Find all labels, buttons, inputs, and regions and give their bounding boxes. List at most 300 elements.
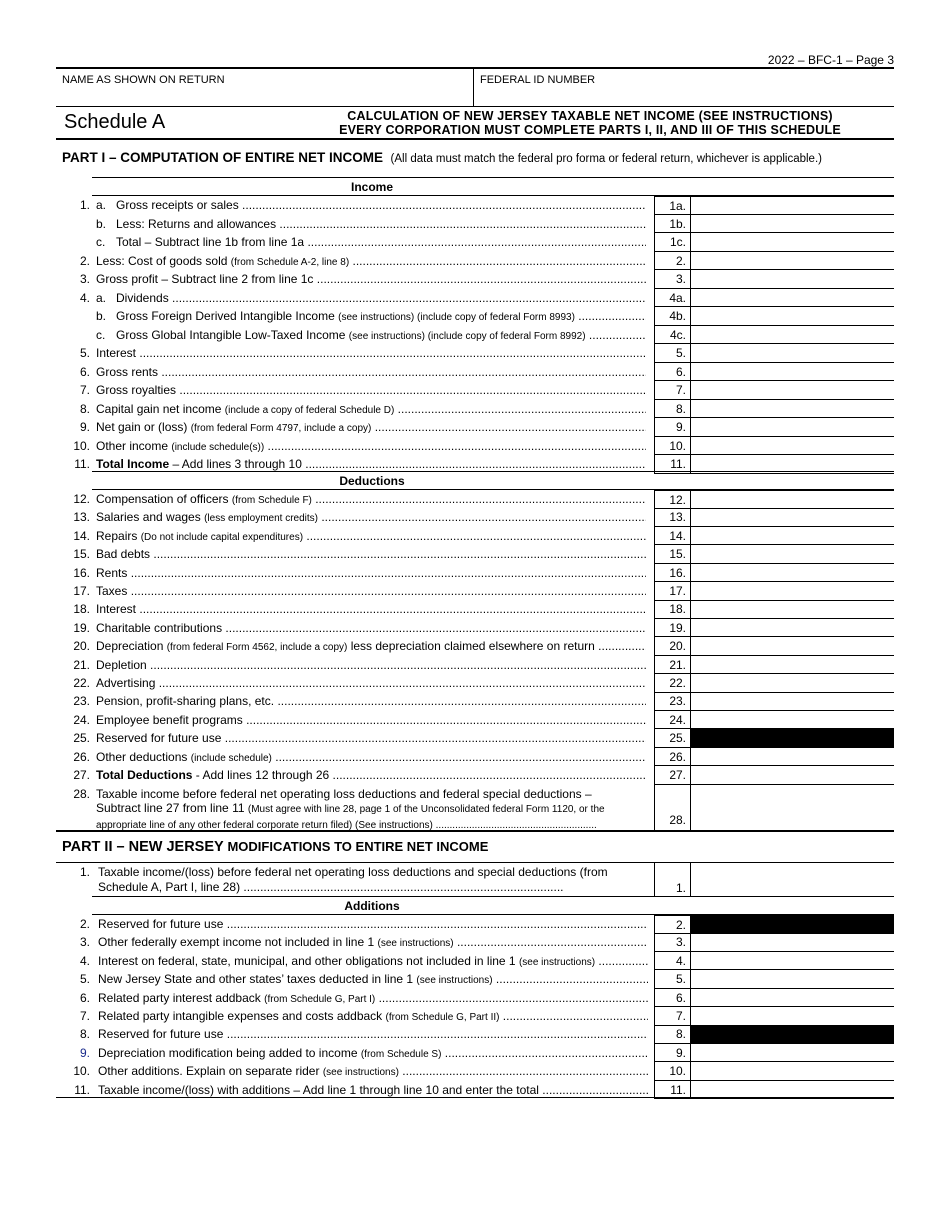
line-row [56,307,894,326]
line-box-label: 8. [654,400,691,419]
line-description [96,731,646,745]
line-text-tail: less depreciation claimed elsewhere on return [347,639,595,654]
part2-heading-b: MODIFICATIONS TO ENTIRE NET INCOME [227,839,489,854]
line-note: (from Schedule F) [231,495,312,506]
line-text: Salaries and wages [96,510,201,525]
page-number: 2022 – BFC-1 – Page 3 [767,53,894,67]
line-description [96,676,646,690]
line-number: 6. [79,990,90,1005]
line-description: Taxable income/(loss) before federal net operating loss deductions and special deductions (from Schedule A, Part I, line 28) ................................................................................................ [98,865,648,895]
line-amount-input[interactable] [691,289,894,308]
line-text: New Jersey State and other states’ taxes deducted in line 1 [98,972,414,987]
line-row [56,437,894,456]
line-row [56,600,894,619]
line-description [96,235,646,249]
sub-letter: c. [96,235,106,249]
line-row [56,729,894,748]
line-row [56,363,894,382]
line-row [56,915,894,934]
line-note: (from federal Form 4797, include a copy) [190,423,372,434]
line-text: Taxes [96,584,128,598]
line-box-label: 2. [654,915,691,934]
line-row [56,692,894,711]
line-text-continued: – Add lines 3 through 10 [169,457,302,471]
part2-title [62,839,488,855]
line-box-label: 9. [654,418,691,437]
line-text: Net gain or (loss) [96,420,188,434]
line-amount-input[interactable] [691,674,894,693]
line-amount-input[interactable] [691,711,894,730]
line-number: 10. [73,1064,90,1079]
line-amount-input[interactable] [691,637,894,656]
line-box-label: 3. [654,933,691,952]
line-amount-input[interactable] [691,989,894,1008]
line-description [98,1009,648,1023]
additions-head-label: Additions [344,899,400,913]
sub-letter: a. [96,198,107,212]
line-28-row [56,785,894,831]
line-box-label: 1b. [654,215,691,234]
line-amount-input[interactable] [691,233,894,252]
line-row [56,527,894,546]
line-box-label: 27. [654,766,691,785]
part2-heading-a: PART II – NEW JERSEY [62,839,224,855]
line-row [56,381,894,400]
line-28-text-1: Taxable income before federal net operating loss deductions and federal special deductions – [96,787,592,801]
line-text: Other income [96,438,169,453]
line-amount-input[interactable] [691,437,894,456]
line-text: Charitable contributions [96,620,223,635]
line-text: Capital gain net income [96,401,222,416]
sub-letter: c. [96,327,106,342]
name-field[interactable] [56,69,474,106]
line-text: Gross rents [96,364,159,379]
line-text: Total Deductions [96,768,193,782]
part1-title [62,150,822,165]
line-amount-input[interactable] [691,582,894,601]
line-box-label: 8. [654,1025,691,1044]
line-box-label: 16. [654,564,691,583]
line-row [56,270,894,289]
income-head-label: Income [350,180,393,194]
line-box-label: 7. [654,1007,691,1026]
line-amount-input[interactable] [691,766,894,785]
line-number: 7. [79,383,90,397]
line-amount-input[interactable] [691,952,894,971]
reserved-shaded-cell [691,729,894,748]
line-row [56,344,894,363]
line-number: 26. [73,749,90,764]
line-note: (from Schedule S) [360,1048,442,1060]
line-text: Depreciation [96,639,164,654]
line-amount-input[interactable] [691,545,894,564]
line-row [56,637,894,656]
line-number: 21. [73,657,90,672]
line-row [56,1044,894,1063]
line-amount-input[interactable] [691,1062,894,1081]
line-row [56,933,894,952]
line-box-label: 1c. [654,233,691,252]
sub-letter: b. [96,309,107,323]
line-text-continued: - Add lines 12 through 26 [192,768,330,782]
line-description [98,1064,648,1078]
line-amount-input[interactable] [691,933,894,952]
line-box-label: 2. [654,252,691,271]
line-amount-input[interactable] [691,363,894,382]
line-amount-input[interactable] [691,344,894,363]
line-amount-input[interactable] [691,564,894,583]
line-number: 15. [73,547,90,562]
line-number: 6. [79,364,90,379]
schedule-header [56,107,894,140]
line-description [96,272,646,286]
line-number: 23. [73,694,90,709]
line-box-label: 28. [654,785,691,831]
line-text: Less: Returns and allowances [116,216,277,231]
line-description [96,750,646,764]
line-number: 2. [79,253,90,268]
line-number: 11. [74,457,90,471]
schedule-subtitle [286,109,894,137]
line-description [98,991,648,1005]
line-text: Bad debts [96,547,151,562]
line-text: Depletion [96,657,147,672]
line-28-note: (Must agree with line 28, page 1 of the Unconsolidated federal Form 1120, or the [247,804,605,815]
line-number: 10. [73,438,90,453]
line-amount-input[interactable] [691,619,894,638]
line-note: (see instructions) [322,1067,399,1079]
part2-line-1-text-1: Taxable income/(loss) before federal net operating loss deductions and special deductions (from [98,865,608,879]
deductions-head-label: Deductions [339,474,405,488]
line-box-label: 7. [654,381,691,400]
line-row [56,289,894,308]
line-description [96,254,646,268]
fein-field[interactable] [474,69,601,106]
line-box-label: 12. [654,490,691,509]
line-number: 5. [79,346,90,360]
line-number: 14. [73,528,90,543]
line-note: (from Schedule G, Part I) [264,993,376,1005]
line-number: 28. [73,787,90,801]
line-text: Reserved for future use [98,1027,224,1042]
line-description [96,402,646,416]
line-row [56,400,894,419]
bottom-rule [56,1097,894,1098]
line-box-label: 14. [654,527,691,546]
line-box-label: 22. [654,674,691,693]
line-amount-input[interactable] [691,418,894,437]
line-box-label: 4c. [654,326,691,345]
line-note: (Do not include capital expenditures) [140,531,304,543]
line-box-label: 24. [654,711,691,730]
line-text: Total Income [96,457,170,471]
line-row [56,233,894,252]
line-description [96,291,646,305]
line-number: 24. [73,712,90,727]
line-text: Gross royalties [96,383,177,397]
line-row [56,656,894,675]
taxpayer-id-bar [56,67,894,107]
line-row [56,1007,894,1026]
line-row [56,674,894,693]
line-number: 8. [79,401,90,416]
line-description [96,713,646,727]
line-description [96,658,646,672]
line-description [98,917,648,931]
line-row [56,564,894,583]
line-row [56,545,894,564]
line-text: Interest [96,346,137,360]
line-amount-input[interactable] [691,381,894,400]
income-section-head [92,177,894,196]
line-text: Total – Subtract line 1b from line 1a [116,235,305,249]
line-number: 7. [79,1009,90,1023]
line-description [98,1046,648,1060]
line-text: Interest on federal, state, municipal, and other obligations not included in line 1 [98,953,516,968]
line-box-label: 26. [654,748,691,767]
line-note: (from Schedule G, Part II) [385,1012,500,1023]
line-text: Advertising [96,676,156,690]
line-number: 4. [79,953,90,968]
line-description [96,694,646,708]
line-description [96,584,646,598]
line-box-label: 13. [654,508,691,527]
line-number: 22. [73,676,90,690]
line-box-label: 4. [654,952,691,971]
line-text: Less: Cost of goods sold [96,253,228,268]
line-text: Other additions. Explain on separate rider [98,1064,320,1079]
line-description [98,954,648,968]
line-box-label: 19. [654,619,691,638]
fein-label: FEDERAL ID NUMBER [480,74,596,86]
line-description [96,309,646,323]
part1-note: (All data must match the federal pro forma or federal return, whichever is applicable.) [390,153,822,165]
line-amount-input[interactable] [691,656,894,675]
line-box-label: 1a. [654,196,691,215]
part2-line-1-text-2: Schedule A, Part I, line 28) [98,880,241,894]
line-amount-input[interactable] [691,252,894,271]
line-description [96,365,646,379]
line-description [96,547,646,561]
schedule-subtitle-line-2: EVERY CORPORATION MUST COMPLETE PARTS I, II, AND III OF THIS SCHEDULE [339,122,841,137]
line-description [96,346,646,360]
line-box-label: 21. [654,656,691,675]
line-box-label: 10. [654,1062,691,1081]
line-number: 4. [79,290,90,305]
line-description [96,328,646,342]
line-row [56,252,894,271]
line-amount-input[interactable] [691,215,894,234]
reserved-shaded-cell [691,915,894,934]
line-amount-input[interactable] [691,490,894,509]
line-box-label: 9. [654,1044,691,1063]
line-box-label: 10. [654,437,691,456]
line-description [98,1027,648,1041]
part2-top-rule [56,830,894,832]
deductions-section-head [92,471,894,490]
line-description [96,217,646,231]
line-note: (include schedule) [190,752,272,764]
line-description [98,972,648,986]
line-text: Pension, profit-sharing plans, etc. [96,694,275,709]
line-text: Gross receipts or sales [116,198,239,212]
line-text: Repairs [96,528,138,543]
line-row [56,215,894,234]
sub-letter: a. [96,290,107,305]
line-number: 2. [79,917,90,931]
line-row [56,196,894,215]
line-note: (see instructions) [518,956,596,968]
line-row [56,766,894,785]
line-note: (include schedule(s)) [171,441,265,453]
line-row [56,326,894,345]
line-note: (include a copy of federal Schedule D) [224,404,395,416]
line-description [96,639,646,653]
schedule-title: Schedule A [64,111,166,133]
line-number: 5. [79,972,90,987]
line-box-label: 15. [654,545,691,564]
schedule-subtitle-line-1: CALCULATION OF NEW JERSEY TAXABLE NET INCOME (SEE INSTRUCTIONS) [347,108,833,123]
line-box-label: 6. [654,989,691,1008]
line-amount-input[interactable] [691,527,894,546]
line-row [56,1062,894,1081]
part2-line-1-row [56,863,894,897]
line-number: 1. [79,198,90,212]
line-28-amount[interactable] [691,785,894,831]
line-note: (see instructions) (include copy of federal Form 8992) [348,330,586,342]
line-number: 3. [79,272,90,286]
line-amount-input[interactable] [691,748,894,767]
line-amount-input[interactable] [691,600,894,619]
line-amount-input[interactable] [691,1044,894,1063]
line-text: Related party intangible expenses and costs addback [98,1009,383,1023]
line-number: 9. [79,420,90,434]
line-box-label: 23. [654,692,691,711]
line-number: 13. [73,510,90,525]
line-text: Interest [96,602,137,617]
line-box-label: 11. [654,1081,691,1100]
line-text: Employee benefit programs [96,712,243,727]
line-box-label: 18. [654,600,691,619]
line-text: Depreciation modification being added to income [98,1045,358,1060]
line-row [56,989,894,1008]
line-note: (less employment credits) [204,513,318,525]
line-description [96,383,646,397]
line-row [56,582,894,601]
line-text: Other deductions [96,749,188,764]
line-box-label: 20. [654,637,691,656]
line-note: (see instructions) [377,938,454,950]
line-amount-input[interactable] [691,307,894,326]
line-amount-input[interactable] [691,400,894,419]
line-amount-input[interactable] [691,270,894,289]
line-description [96,439,646,453]
line-number: 3. [79,935,90,950]
line-number: 1. [79,865,90,879]
line-description [96,457,646,471]
line-row [56,619,894,638]
line-note: (see instructions) [416,975,493,987]
line-description [96,566,646,580]
line-text: Compensation of officers [96,492,229,506]
line-note: (see instructions) (include copy of federal Form 8993) [338,312,575,323]
line-number: 12. [73,492,90,506]
line-number: 27. [73,768,90,782]
line-description [96,198,646,212]
line-box-label: 4b. [654,307,691,326]
line-box-label: 17. [654,582,691,601]
line-number: 8. [79,1027,90,1042]
line-description [96,621,646,635]
line-text: Rents [96,565,128,580]
line-number: 16. [73,565,90,580]
line-description [98,935,648,949]
line-box-label: 4a. [654,289,691,308]
line-description: Taxable income before federal net operating loss deductions and federal special deductions – Subtract line 27 from line 11 (Must agree with line 28, page 1 of the Unconsolidated federal Form 1120, or the appropriate line of any other federal corporate return filed) (See instructions) .......................................................... [96,787,646,833]
sub-letter: b. [96,216,107,231]
line-number: 19. [73,620,90,635]
part2-line-1-amount[interactable] [691,863,894,897]
line-amount-input[interactable] [691,1007,894,1026]
line-amount-input[interactable] [691,692,894,711]
additions-section-head [92,896,894,915]
line-number: 20. [73,639,90,654]
line-28-text-3: appropriate line of any other federal corporate return filed) (See instructions) [96,820,433,831]
line-box-label: 1. [654,863,691,897]
line-row [56,418,894,437]
line-description [98,1083,648,1097]
line-row [56,952,894,971]
line-box-label: 5. [654,970,691,989]
line-number: 18. [73,602,90,617]
line-amount-input[interactable] [691,196,894,215]
line-row [56,1025,894,1044]
line-row [56,748,894,767]
line-text: Taxable income/(loss) with additions – Add line 1 through line 10 and enter the total [98,1082,539,1097]
line-28-text-2: Subtract line 27 from line 11 [96,801,245,815]
line-description [96,768,646,782]
line-number: 17. [73,584,90,598]
part1-heading: PART I – COMPUTATION OF ENTIRE NET INCOME [62,150,384,165]
line-description [96,420,646,434]
line-text: Related party interest addback [98,990,261,1005]
line-amount-input[interactable] [691,970,894,989]
line-box-label: 6. [654,363,691,382]
line-box-label: 11. [654,455,691,474]
reserved-shaded-cell [691,1025,894,1044]
line-text: Reserved for future use [96,731,222,746]
line-text: Other federally exempt income not included in line 1 [98,935,375,950]
line-row [56,970,894,989]
line-text: Gross Foreign Derived Intangible Income [116,309,335,323]
line-number: 9. [79,1045,90,1060]
line-description [96,492,646,506]
line-text: Dividends [116,290,169,305]
line-row [56,711,894,730]
line-description [96,529,646,543]
line-number: 25. [73,731,90,746]
line-box-label: 3. [654,270,691,289]
line-row [56,490,894,509]
name-label: NAME AS SHOWN ON RETURN [62,74,225,86]
line-description [96,510,646,524]
line-text: Gross profit – Subtract line 2 from line 1c [96,272,314,286]
line-amount-input[interactable] [691,508,894,527]
line-note: (from Schedule A-2, line 8) [230,256,350,268]
line-amount-input[interactable] [691,326,894,345]
line-box-label: 25. [654,729,691,748]
line-number: 11. [74,1082,90,1097]
